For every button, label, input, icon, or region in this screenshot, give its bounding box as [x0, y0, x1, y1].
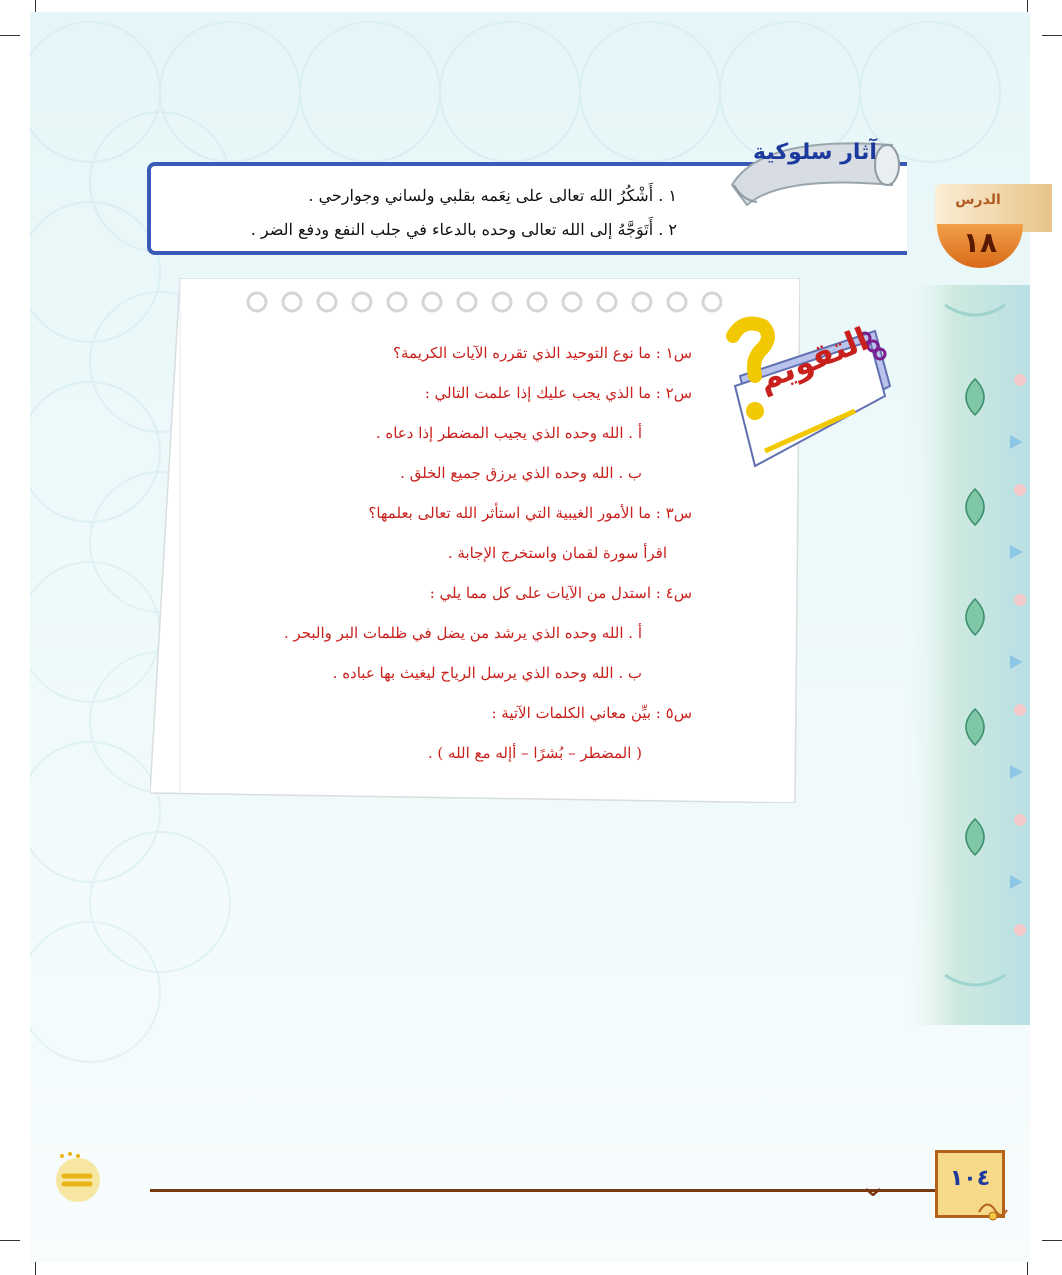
question-2-item-b: ب . الله وحده الذي يرزق جميع الخلق .: [400, 464, 642, 482]
publisher-logo-icon: [50, 1148, 110, 1208]
effect-item-1: ١ . أَشْكُرُ الله تعالى على نِعَمه بقلبي ولساني وجوارحي .: [308, 186, 677, 205]
flourish-icon: [975, 1198, 1009, 1224]
behavioral-effects-title: آثار سلوكية: [753, 140, 877, 165]
question-3-hint: اقرأ سورة لقمان واستخرج الإجابة .: [447, 544, 667, 562]
crop-mark: [1042, 35, 1062, 36]
footer-divider: [150, 1189, 935, 1192]
question-3: س٣ : ما الأمور الغيبية التي استأثر الله تعالى بعلمها؟: [368, 504, 692, 522]
lesson-label: الدرس: [955, 192, 1001, 208]
crop-mark: [0, 35, 20, 36]
ornamental-border: [905, 285, 1030, 1025]
lesson-number: ١٨: [962, 226, 998, 259]
question-5: س٥ : بيِّن معاني الكلمات الآتية :: [491, 704, 692, 722]
question-4-item-b: ب . الله وحده الذي يرسل الرياح ليغيث بها عباده .: [332, 664, 642, 682]
question-5-words: ( المضطر – بُشرًا – أإله مع الله ) .: [427, 744, 642, 762]
footer-notch: [866, 1186, 880, 1196]
effect-item-2: ٢ . أَتَوَجَّهُ إلى الله تعالى وحده بالدعاء في جلب النفع ودفع الضر .: [250, 220, 677, 239]
question-1: س١ : ما نوع التوحيد الذي تقرره الآيات الكريمة؟: [393, 344, 692, 362]
notebook-rings: [242, 285, 722, 315]
crop-mark: [1042, 1240, 1062, 1241]
evaluation-title: التقويم: [751, 319, 875, 399]
question-4-item-a: أ . الله وحده الذي يرشد من يضل في ظلمات البر والبحر .: [283, 624, 642, 642]
page-number: ١٠٤: [949, 1166, 991, 1191]
question-4: س٤ : استدل من الآيات على كل مما يلي :: [429, 584, 692, 602]
question-2: س٢ : ما الذي يجب عليك إذا علمت التالي :: [424, 384, 692, 402]
crop-mark: [0, 1240, 20, 1241]
question-2-item-a: أ . الله وحده الذي يجيب المضطر إذا دعاه .: [375, 424, 642, 442]
